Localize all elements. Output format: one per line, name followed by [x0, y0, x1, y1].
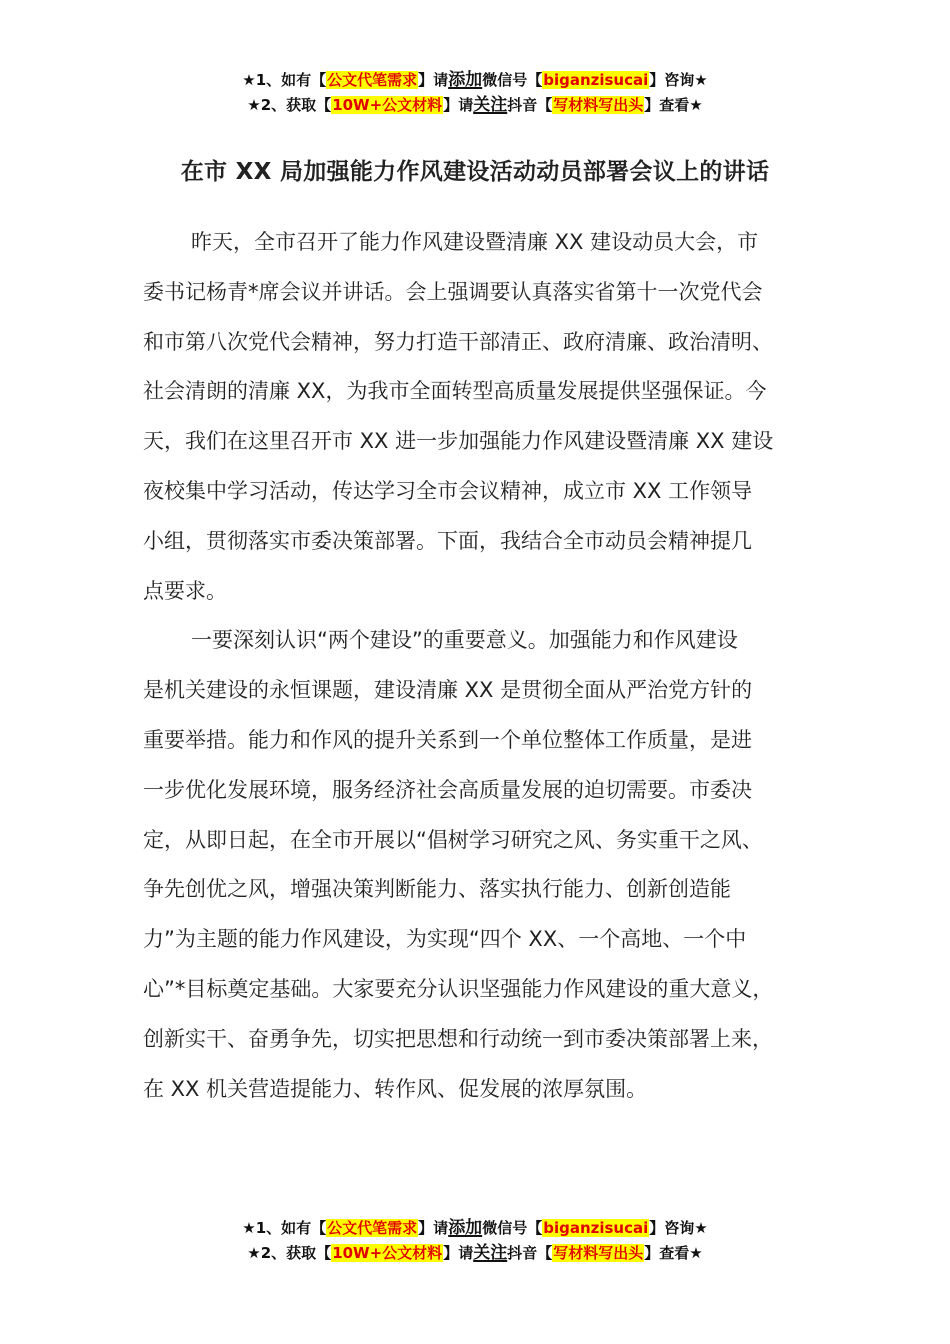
body-line: 委书记杨青*席会议并讲话。会上强调要认真落实省第十一次党代会	[143, 279, 763, 304]
highlight-wechat-id: biganzisucai	[543, 1219, 649, 1237]
banner-text: ★2、获取【	[247, 96, 332, 114]
body-line: 一要深刻认识“两个建设”的重要意义。加强能力和作风建设	[191, 628, 738, 653]
underlined-follow: 关注	[473, 95, 508, 115]
body-line: 是机关建设的永恒课题，建设清廉 XX 是贯彻全面从严治党方针的	[143, 678, 753, 703]
body-line: 创新实干、奋勇争先，切实把思想和行动统一到市委决策部署上来，	[143, 1026, 773, 1051]
underlined-add: 添加	[448, 70, 483, 90]
banner-text: ★2、获取【	[247, 1244, 332, 1262]
banner-text: 】请	[443, 96, 474, 114]
highlight-materials: 10W+公文材料	[332, 1244, 443, 1262]
banner-text: 】查看★	[644, 96, 703, 114]
body-line: 小组，贯彻落实市委决策部署。下面，我结合全市动员会精神提几	[143, 528, 752, 553]
body-line: 力”为主题的能力作风建设，为实现“四个 XX、一个高地、一个中	[143, 927, 747, 952]
banner-line-2	[0, 93, 950, 118]
body-line: 夜校集中学习活动，传达学习全市会议精神，成立市 XX 工作领导	[143, 478, 753, 503]
highlight-douyin-id: 写材料写出头	[553, 96, 644, 114]
body-line: 社会清朗的清廉 XX，为我市全面转型高质量发展提供坚强保证。今	[143, 379, 767, 404]
highlight-service: 公文代笔需求	[327, 71, 418, 89]
banner-line-2	[0, 1241, 950, 1266]
banner-text: 抖音【	[507, 1244, 553, 1262]
footer-banner	[0, 1216, 950, 1266]
body-line: 心”*目标奠定基础。大家要充分认识坚强能力作风建设的重大意义，	[143, 976, 774, 1001]
highlight-douyin-id: 写材料写出头	[553, 1244, 644, 1262]
banner-text: 微信号【	[482, 1219, 543, 1237]
banner-text: 】咨询★	[649, 71, 708, 89]
underlined-follow: 关注	[473, 1243, 508, 1263]
banner-text: ★1、如有【	[242, 1219, 327, 1237]
banner-text: 】请	[418, 71, 449, 89]
banner-text: 】请	[418, 1219, 449, 1237]
body-line: 和市第八次党代会精神，努力打造干部清正、政府清廉、政治清明、	[143, 329, 773, 354]
header-banner	[0, 68, 950, 118]
body-line: 天，我们在这里召开市 XX 进一步加强能力作风建设暨清廉 XX 建设	[143, 429, 774, 454]
underlined-add: 添加	[448, 1218, 483, 1238]
banner-line-1	[0, 68, 950, 93]
banner-text: 】咨询★	[649, 1219, 708, 1237]
banner-line-1	[0, 1216, 950, 1241]
banner-text: 】查看★	[644, 1244, 703, 1262]
body-line: 昨天，全市召开了能力作风建设暨清廉 XX 建设动员大会，市	[191, 230, 759, 254]
body-line: 一步优化发展环境，服务经济社会高质量发展的迫切需要。市委决	[143, 777, 752, 802]
highlight-materials: 10W+公文材料	[332, 96, 443, 114]
body-line: 重要举措。能力和作风的提升关系到一个单位整体工作质量，是进	[143, 727, 752, 752]
highlight-service: 公文代笔需求	[327, 1219, 418, 1237]
body-line: 定，从即日起，在全市开展以“倡树学习研究之风、务实重干之风、	[143, 827, 763, 852]
body-line: 在 XX 机关营造提能力、转作风、促发展的浓厚氛围。	[143, 1076, 648, 1101]
highlight-wechat-id: biganzisucai	[543, 71, 649, 89]
document-title: 在市 XX 局加强能力作风建设活动动员部署会议上的讲话	[180, 159, 770, 185]
banner-text: 微信号【	[482, 71, 543, 89]
body-line: 点要求。	[143, 578, 227, 603]
document-body	[143, 218, 833, 1114]
banner-text: 抖音【	[507, 96, 553, 114]
banner-text: ★1、如有【	[242, 71, 327, 89]
body-line: 争先创优之风，增强决策判断能力、落实执行能力、创新创造能	[143, 877, 731, 902]
banner-text: 】请	[443, 1244, 474, 1262]
